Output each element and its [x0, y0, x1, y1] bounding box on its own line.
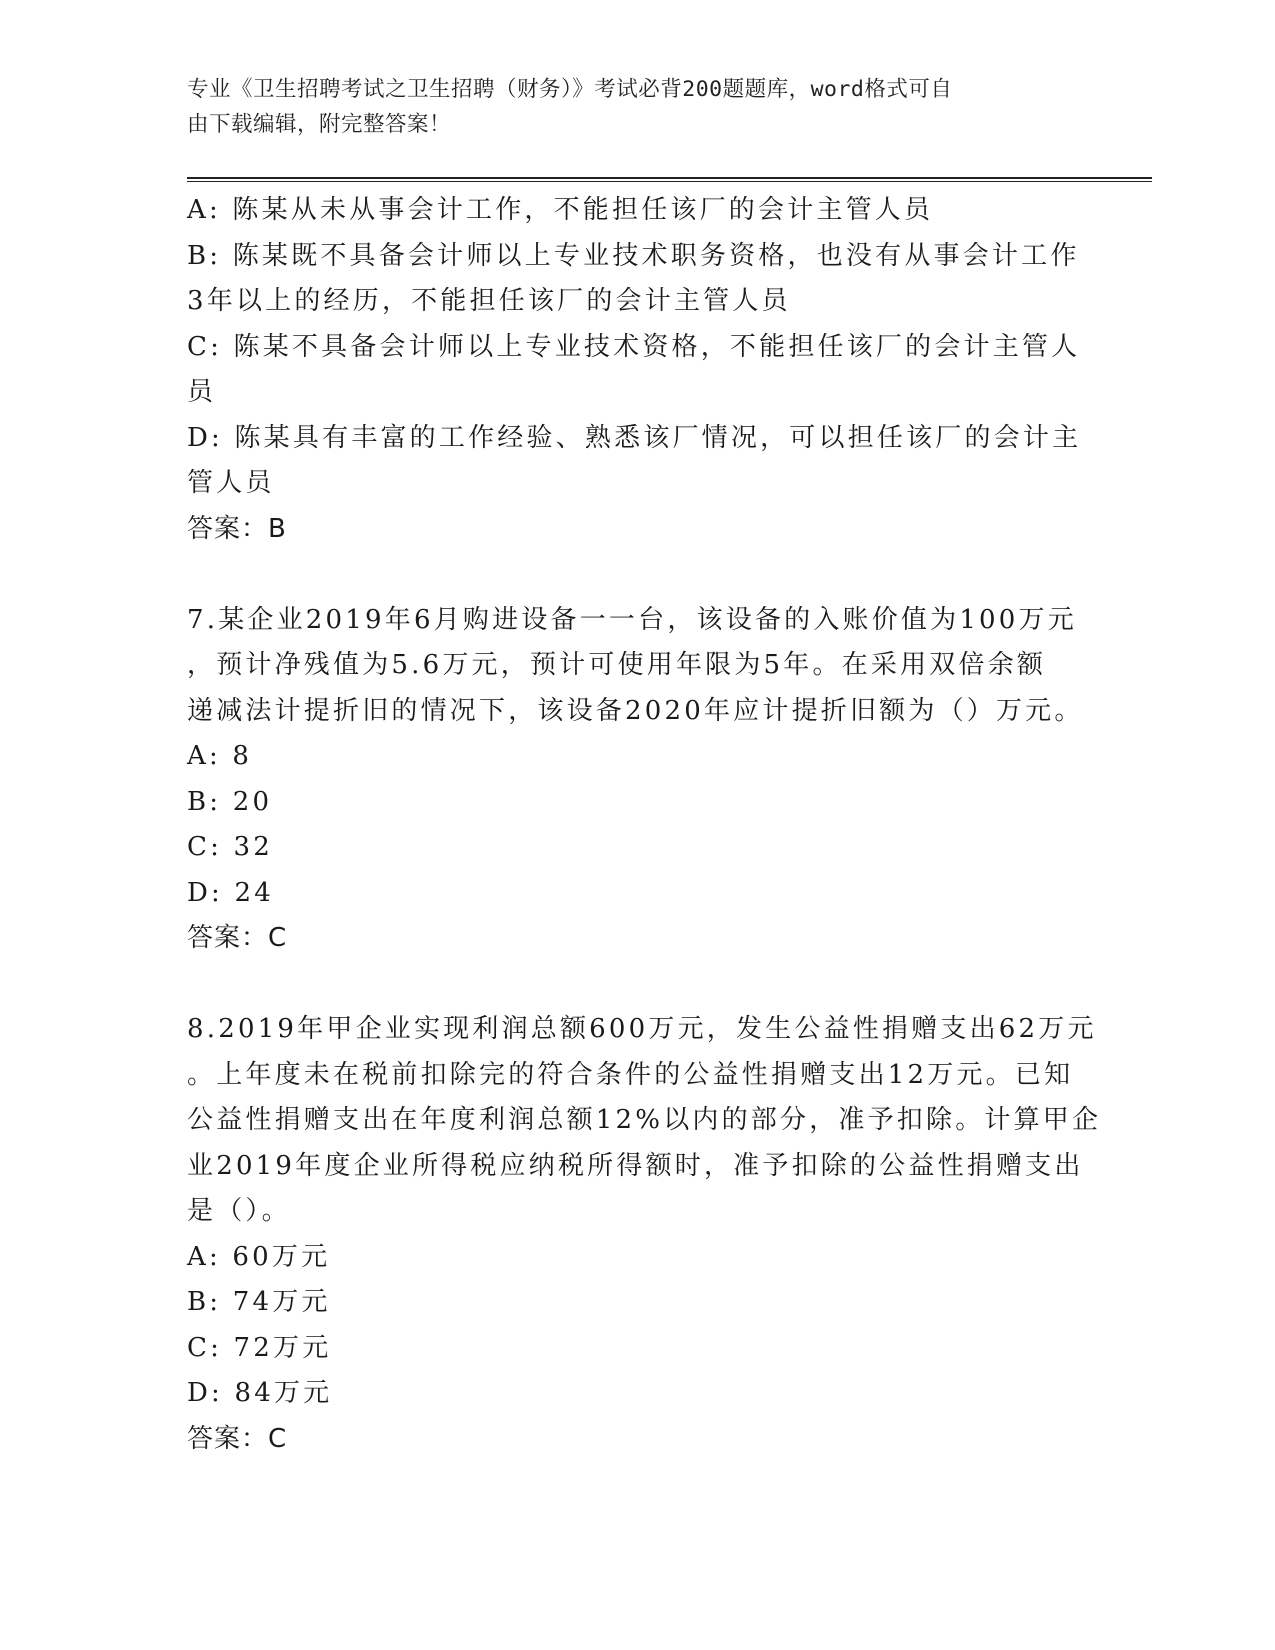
question-8-block [187, 1007, 1102, 1462]
q8-option-b: B: 74万元 [187, 1287, 331, 1317]
q6-option-b-line-1: B: 陈某既不具备会计师以上专业技术职务资格，也没有从事会计工作 [187, 240, 1080, 271]
question-content [187, 188, 1102, 1462]
header-line-1: 专业《卫生招聘考试之卫生招聘（财务）》考试必背200题题库，word格式可自 [187, 77, 953, 102]
q7-option-c: C: 32 [187, 832, 274, 862]
question-7-block [187, 598, 1084, 962]
header-divider-thin [187, 181, 1152, 182]
question-6-block [187, 188, 1082, 552]
q6-option-d-line-1: D: 陈某具有丰富的工作经验、熟悉该厂情况，可以担任该厂的会计主 [187, 422, 1082, 453]
q7-option-a: A: 8 [187, 741, 253, 771]
q8-stem-line-2: 。上年度未在税前扣除完的符合条件的公益性捐赠支出12万元。已知 [187, 1059, 1074, 1090]
q7-answer: 答案：C [187, 923, 288, 953]
q6-option-d-line-2: 管人员 [187, 468, 275, 498]
spacer [187, 552, 1072, 598]
q8-stem-line-5: 是（）。 [187, 1196, 291, 1226]
q6-option-c-line-1: C: 陈某不具备会计师以上专业技术资格，不能担任该厂的会计主管人 [187, 331, 1081, 362]
q6-option-c-line-2: 员 [187, 377, 217, 407]
q6-option-a: A: 陈某从未从事会计工作，不能担任该厂的会计主管人员 [187, 195, 934, 225]
q8-stem-line-4: 业2019年度企业所得税应纳税所得额时，准予扣除的公益性捐赠支出 [187, 1150, 1084, 1181]
q8-stem-line-3: 公益性捐赠支出在年度利润总额12%以内的部分，准予扣除。计算甲企 [187, 1105, 1102, 1135]
header-divider-thick [187, 177, 1152, 179]
q7-option-d: D: 24 [187, 877, 274, 908]
spacer [187, 962, 1072, 1008]
q7-stem-line-1: 7.某企业2019年6月购进设备一一台，该设备的入账价值为100万元 [187, 604, 1077, 635]
q7-stem-line-2: ，预计净残值为5.6万元，预计可使用年限为5年。在采用双倍余额 [187, 650, 1047, 680]
q8-option-d: D: 84万元 [187, 1378, 333, 1408]
q8-option-a: A: 60万元 [187, 1241, 331, 1272]
q6-answer: 答案：B [187, 513, 287, 544]
q6-option-b-line-2: 3年以上的经历，不能担任该厂的会计主管人员 [187, 286, 791, 316]
q7-stem-line-3: 递减法计提折旧的情况下，该设备2020年应计提折旧额为（）万元。 [187, 695, 1084, 726]
q8-answer: 答案：C [187, 1423, 288, 1454]
q8-option-c: C: 72万元 [187, 1332, 332, 1363]
document-header [187, 72, 1067, 142]
q8-stem-line-1: 8.2019年甲企业实现利润总额600万元，发生公益性捐赠支出62万元 [187, 1014, 1097, 1044]
q7-option-b: B: 20 [187, 786, 273, 817]
header-line-2: 由下载编辑，附完整答案！ [187, 112, 452, 137]
